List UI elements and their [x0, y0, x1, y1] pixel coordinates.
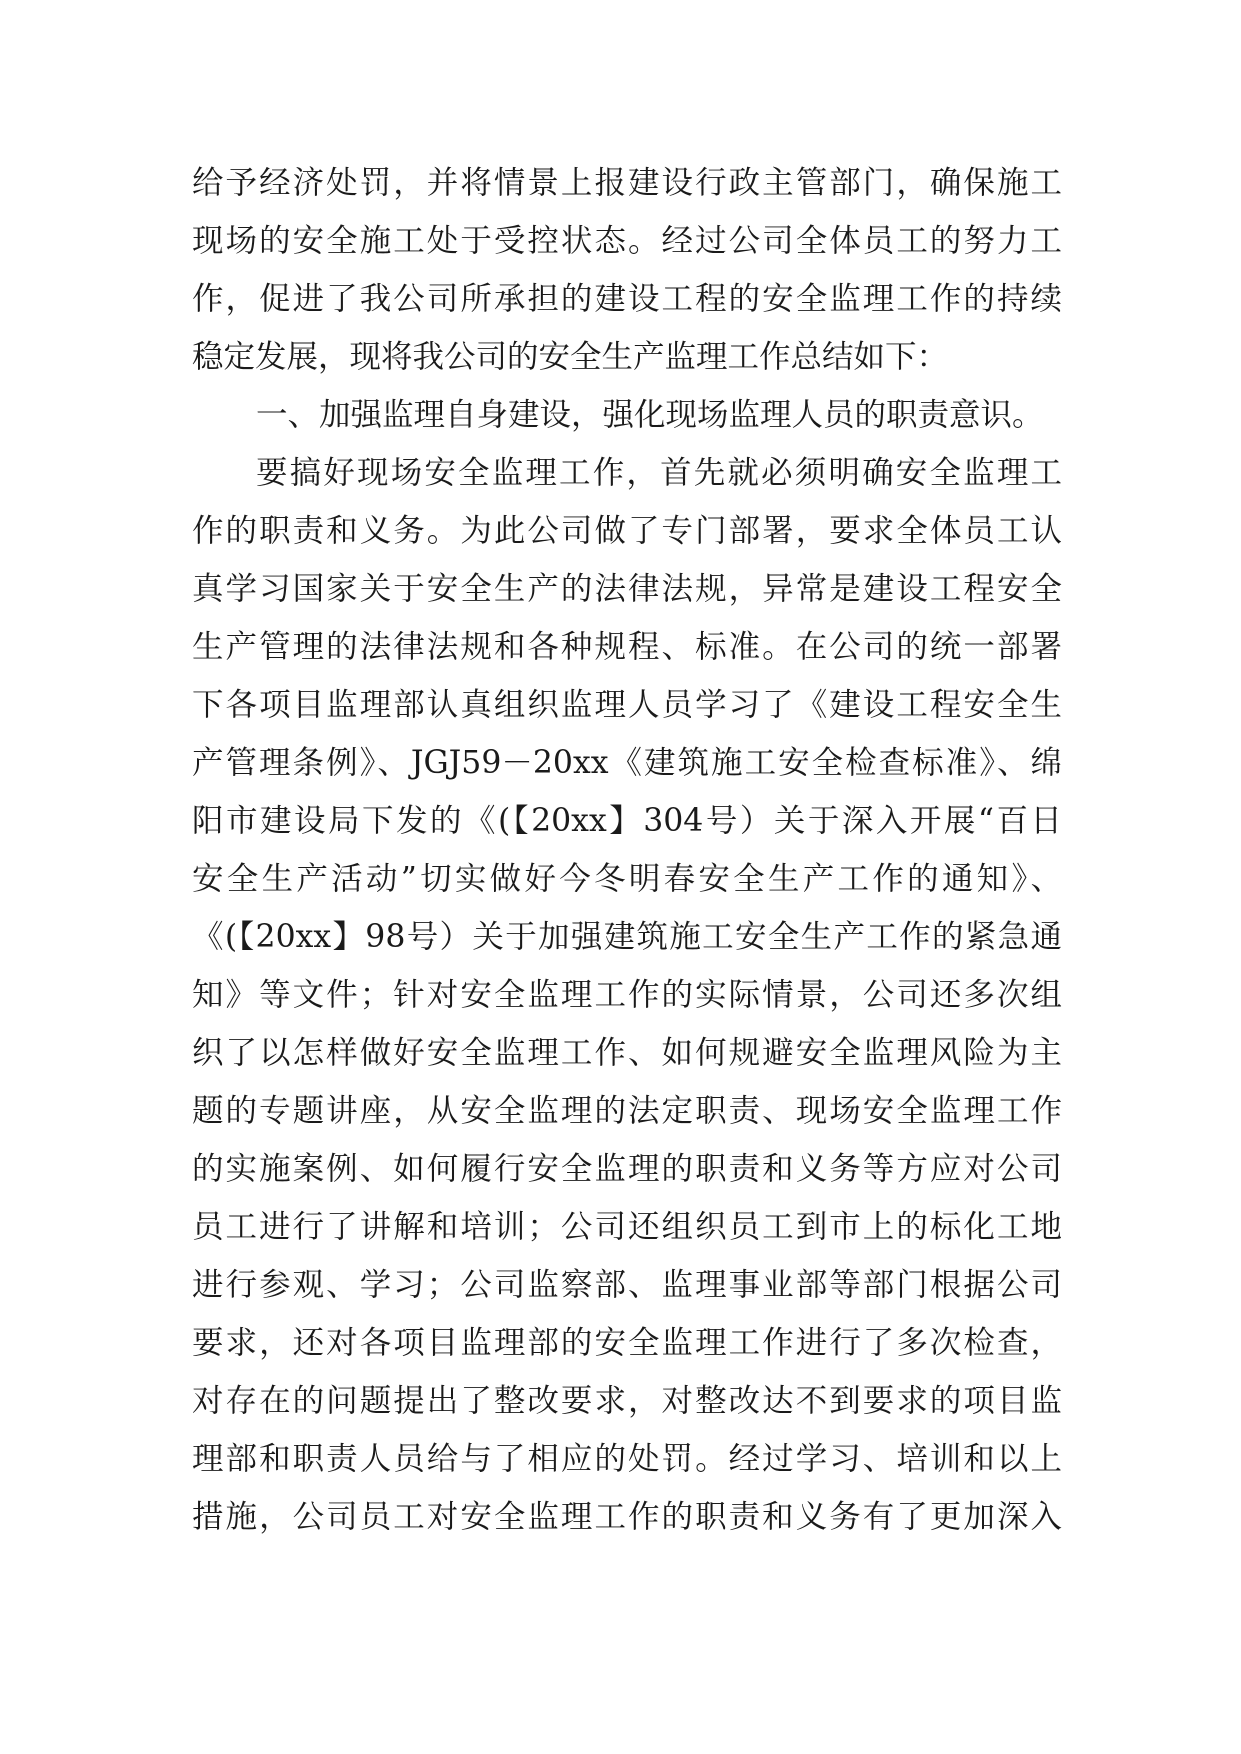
text-line: 《(【20xx】98号）关于加强建筑施工安全生产工作的紧急通 — [192, 919, 1062, 955]
text-line: 要搞好现场安全监理工作，首先就必须明确安全监理工 — [256, 455, 1062, 491]
text-line: 员工进行了讲解和培训；公司还组织员工到市上的标化工地 — [192, 1209, 1062, 1245]
text-line: 下各项目监理部认真组织监理人员学习了《建设工程安全生 — [192, 687, 1062, 723]
text-line: 织了以怎样做好安全监理工作、如何规避安全监理风险为主 — [192, 1035, 1062, 1071]
text-line: 稳定发展，现将我公司的安全生产监理工作总结如下： — [192, 339, 949, 375]
body-text — [192, 154, 1062, 1546]
text-line: 理部和职责人员给与了相应的处罚。经过学习、培训和以上 — [192, 1441, 1062, 1477]
text-line: 对存在的问题提出了整改要求，对整改达不到要求的项目监 — [192, 1383, 1062, 1419]
section-heading: 一、加强监理自身建设，强化现场监理人员的职责意识。 — [256, 397, 1044, 433]
text-line: 给予经济处罚，并将情景上报建设行政主管部门，确保施工 — [192, 165, 1062, 201]
text-line: 作的职责和义务。为此公司做了专门部署，要求全体员工认 — [192, 513, 1062, 549]
text-line: 阳市建设局下发的《(【20xx】304号）关于深入开展“百日 — [192, 803, 1062, 839]
text-line: 现场的安全施工处于受控状态。经过公司全体员工的努力工 — [192, 223, 1062, 259]
text-line: 真学习国家关于安全生产的法律法规，异常是建设工程安全 — [192, 571, 1062, 607]
text-line: 题的专题讲座，从安全监理的法定职责、现场安全监理工作 — [192, 1093, 1062, 1129]
text-line: 要求，还对各项目监理部的安全监理工作进行了多次检查， — [192, 1325, 1062, 1361]
text-line: 生产管理的法律法规和各种规程、标准。在公司的统一部署 — [192, 629, 1062, 665]
text-line: 的实施案例、如何履行安全监理的职责和义务等方应对公司 — [192, 1151, 1062, 1187]
text-line: 安全生产活动”切实做好今冬明春安全生产工作的通知》、 — [192, 861, 1062, 897]
text-line: 作，促进了我公司所承担的建设工程的安全监理工作的持续 — [192, 281, 1062, 317]
text-line: 产管理条例》、JGJ59－20xx《建筑施工安全检查标准》、绵 — [192, 745, 1062, 781]
text-line: 知》等文件；针对安全监理工作的实际情景，公司还多次组 — [192, 977, 1062, 1013]
text-line: 措施，公司员工对安全监理工作的职责和义务有了更加深入 — [192, 1499, 1062, 1535]
text-line: 进行参观、学习；公司监察部、监理事业部等部门根据公司 — [192, 1267, 1062, 1303]
